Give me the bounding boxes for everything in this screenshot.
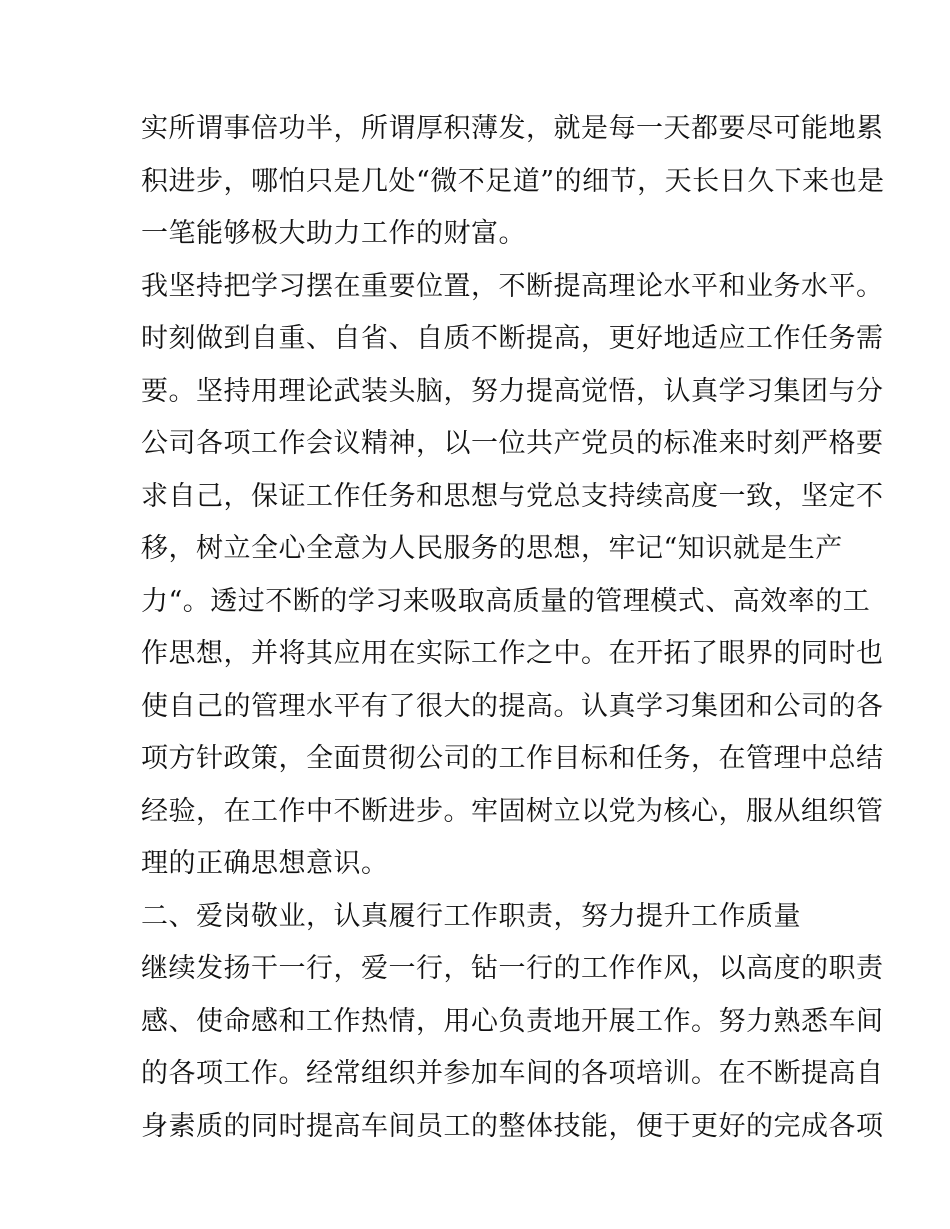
text-line: 实所谓事倍功半，所谓厚积薄发，就是每一天都要尽可能地累 <box>141 113 884 144</box>
text-line: 积进步，哪怕只是几处“微不足道”的细节，天长日久下来也是 <box>141 165 885 197</box>
text-line: 经验，在工作中不断进步。牢固树立以党为核心，服从组织管 <box>141 795 884 827</box>
text-line: 时刻做到自重、自省、自质不断提高，更好地适应工作任务需 <box>141 323 884 354</box>
document-body <box>141 103 885 1153</box>
text-line: 的各项工作。经常组织并参加车间的各项培训。在不断提高自 <box>141 1058 884 1089</box>
text-line: 力“。透过不断的学习来吸取高质量的管理模式、高效率的工 <box>141 585 871 617</box>
text-line: 一笔能够极大助力工作的财富。 <box>141 218 526 249</box>
text-line: 使自己的管理水平有了很大的提高。认真学习集团和公司的各 <box>141 690 884 722</box>
text-line: 移，树立全心全意为人民服务的思想，牢记“知识就是生产 <box>141 533 843 564</box>
text-line: 作思想，并将其应用在实际工作之中。在开拓了眼界的同时也 <box>141 638 884 669</box>
text-line: 理的正确思想意识。 <box>141 848 389 879</box>
text-line: 继续发扬干一行，爱一行，钻一行的工作作风，以高度的职责 <box>141 953 884 984</box>
section-heading: 二、爱岗敬业，认真履行工作职责，努力提升工作质量 <box>141 900 801 932</box>
text-line: 感、使命感和工作热情，用心负责地开展工作。努力熟悉车间 <box>141 1005 884 1037</box>
text-line: 我坚持把学习摆在重要位置，不断提高理论水平和业务水平。 <box>141 270 884 302</box>
text-line: 要。坚持用理论武装头脑，努力提高觉悟，认真学习集团与分 <box>141 375 884 407</box>
text-line: 求自己，保证工作任务和思想与党总支持续高度一致，坚定不 <box>141 480 884 512</box>
text-line: 公司各项工作会议精神，以一位共产党员的标准来时刻严格要 <box>141 428 884 459</box>
text-line: 项方针政策，全面贯彻公司的工作目标和任务，在管理中总结 <box>141 743 884 774</box>
text-line: 身素质的同时提高车间员工的整体技能，便于更好的完成各项 <box>141 1110 884 1142</box>
